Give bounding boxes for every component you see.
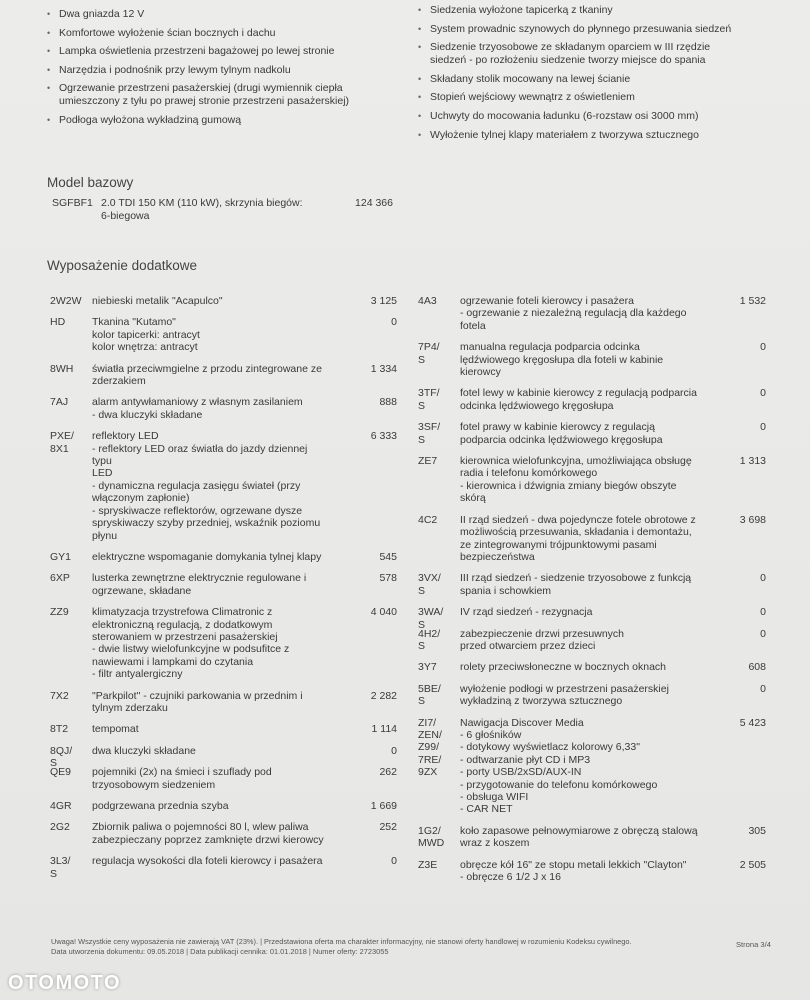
option-code: 2W2W <box>50 295 82 307</box>
option-description: Tkanina "Kutamo" kolor tapicerki: antracyt kolor wnętrza: antracyt <box>92 316 200 354</box>
bullet-item: • Lampka oświetlenia przestrzeni bagażowej po lewej stronie <box>47 45 387 58</box>
option-description: Nawigacja Discover Media - 6 głośników - dotykowy wyświetlacz kolorowy 6,33" - odtwarzanie płyt CD i MP3 - porty USB/2xSD/AUX-IN - przygotowanie do telefonu komórkowego - obsługa WIFI - CAR NET <box>460 716 658 816</box>
option-code: 8WH <box>50 362 74 375</box>
page-number: Strona 3/4 <box>735 940 771 949</box>
option-description: manualna regulacja podparcia odcinka lędźwiowego kręgosłupa dla foteli w kabinie kierowcy <box>460 341 664 379</box>
bullet-item: • Stopień wejściowy wewnątrz z oświetleniem <box>418 91 778 104</box>
option-row <box>418 683 766 708</box>
option-description: rolety przeciwsłoneczne w bocznych oknach <box>460 661 667 674</box>
option-row <box>418 341 766 378</box>
option-price: 0 <box>391 316 397 329</box>
option-code: 3WA/ S <box>418 606 444 631</box>
option-row <box>50 430 397 542</box>
option-code: 7X2 <box>50 689 69 702</box>
model-description: 2.0 TDI 150 KM (110 kW), skrzynia biegów: 6-biegowa <box>101 197 303 222</box>
option-row <box>50 723 397 735</box>
option-price: 4 040 <box>370 606 397 619</box>
option-code: 4C2 <box>418 513 438 526</box>
option-description: IV rząd siedzeń - rezygnacja <box>460 606 593 619</box>
option-row <box>418 572 766 597</box>
option-code: 6XP <box>50 572 70 585</box>
standard-equipment-list-left <box>47 8 387 133</box>
option-row <box>418 421 766 446</box>
option-price: 1 669 <box>370 800 397 812</box>
model-price: 124 366 <box>355 197 393 209</box>
option-code: 7P4/ S <box>418 341 440 366</box>
option-price: 1 114 <box>371 723 397 736</box>
option-row <box>50 855 397 880</box>
option-row <box>418 628 766 653</box>
option-row <box>50 744 397 770</box>
option-description: klimatyzacja trzystrefowa Climatronic z elektroniczną regulacją, z dodatkowym sterowaniem w przestrzeni pasażerskiej - dwie listwy wielofunkcyjne w podsufitce z nawiewami i lampkami do czytania - filtr antyalergiczny <box>92 606 290 681</box>
option-price: 578 <box>379 572 397 585</box>
option-code: 3TF/ S <box>418 387 440 412</box>
option-row <box>418 455 766 505</box>
footer <box>51 937 771 957</box>
bullet-item: • Siedzenie trzyosobowe ze składanym oparciem w III rzędzie siedzeń - po rozłożeniu siedzenie tworzy miejsce do spania <box>418 41 778 67</box>
option-row <box>50 551 397 563</box>
option-price: 2 282 <box>370 689 397 702</box>
option-description: lusterka zewnętrzne elektrycznie regulowane i ogrzewane, składane <box>92 572 307 597</box>
option-code: QE9 <box>50 766 72 779</box>
footer-disclaimer: Uwaga! Wszystkie ceny wyposażenia nie zawierają VAT (23%). | Przedstawiona oferta ma charakter informacyjny, nie stanowi oferty handlowej w rozumieniu Kodeksu cywilnego. <box>51 937 632 946</box>
option-price: 2 505 <box>739 858 766 871</box>
option-description: alarm antywłamaniowy z własnym zasilaniem - dwa kluczyki składane <box>92 396 303 421</box>
option-code: 4H2/ S <box>418 627 441 652</box>
option-code: 8T2 <box>50 723 69 736</box>
option-price: 608 <box>748 661 766 674</box>
option-code: 7AJ <box>50 396 69 409</box>
option-description: II rząd siedzeń - dwa pojedyncze fotele obrotowe z możliwością przesuwania, składania i demontażu, ze zintegrowanymi trójpunktowymi pasami bezpieczeństwa <box>460 513 696 563</box>
option-price: 0 <box>760 572 766 585</box>
bullet-item: • Dwa gniazda 12 V <box>47 8 387 21</box>
option-row <box>418 717 766 816</box>
option-code: 1G2/ MWD <box>418 824 445 850</box>
option-row <box>418 825 766 850</box>
option-row <box>418 661 766 673</box>
option-row <box>50 572 397 597</box>
extras-list-right <box>418 295 766 892</box>
bullet-item: • Uchwyty do mocowania ładunku (6-rozstaw osi 3000 mm) <box>418 110 778 123</box>
bullet-item: • Narzędzia i podnośnik przy lewym tylnym nadkolu <box>47 64 387 77</box>
option-code: 3Y7 <box>418 661 437 674</box>
option-price: 0 <box>760 387 766 400</box>
option-row <box>50 821 397 846</box>
option-price: 0 <box>760 627 766 640</box>
option-description: fotel prawy w kabinie kierowcy z regulacją podparcia odcinka lędźwiowego kręgosłupa <box>460 421 663 446</box>
option-description: III rząd siedzeń - siedzenie trzyosobowe z funkcją spania i schowkiem <box>460 572 692 597</box>
option-price: 252 <box>379 821 397 834</box>
option-description: regulacja wysokości dla foteli kierowcy i pasażera <box>92 855 323 868</box>
bullet-item: • Komfortowe wyłożenie ścian bocznych i dachu <box>47 27 387 40</box>
model-code: SGFBF1 <box>52 197 93 209</box>
option-code: 3L3/ S <box>50 855 71 880</box>
option-price: 262 <box>379 766 397 779</box>
option-code: Z3E <box>418 858 438 871</box>
bullet-item: • System prowadnic szynowych do płynnego przesuwania siedzeń <box>418 23 778 36</box>
option-price: 305 <box>748 824 766 837</box>
option-price: 6 333 <box>370 430 397 443</box>
option-price: 0 <box>760 421 766 434</box>
option-code: 4A3 <box>418 295 437 307</box>
option-row <box>50 396 397 421</box>
option-row <box>418 606 766 631</box>
footer-document-info: Data utworzenia dokumentu: 09.05.2018 | Data publikacji cennika: 01.01.2018 | Numer oferty: 2723055 <box>51 947 389 956</box>
option-description: koło zapasowe pełnowymiarowe z obręczą stalową wraz z koszem <box>460 824 698 850</box>
option-description: elektryczne wspomaganie domykania tylnej klapy <box>92 550 322 563</box>
option-row <box>50 606 397 680</box>
option-price: 5 423 <box>739 716 766 729</box>
option-row <box>418 295 766 332</box>
option-code: 2G2 <box>50 821 70 834</box>
option-price: 3 698 <box>739 513 766 526</box>
option-description: reflektory LED - reflektory LED oraz światła do jazdy dziennej typu LED - dynamiczna regulacja zasięgu świateł (przy włączonym zapłonie) - spryskiwacze reflektorów, ogrzewane dysze spryskiwaczy szyby przedniej, wskaźnik poziomu płynu <box>92 430 321 542</box>
option-row <box>50 766 397 791</box>
option-row <box>418 514 766 564</box>
option-price: 0 <box>760 341 766 354</box>
option-row <box>50 316 397 353</box>
option-description: Zbiornik paliwa o pojemności 80 l, wlew paliwa zabezpieczany poprzez zamknięte drzwi kierowcy <box>92 821 324 846</box>
option-description: zabezpieczenie drzwi przesuwnych przed otwarciem przez dzieci <box>460 627 624 652</box>
option-description: pojemniki (2x) na śmieci i szuflady pod trzyosobowym siedzeniem <box>92 766 272 791</box>
extras-section-title: Wyposażenie dodatkowe <box>47 258 197 273</box>
option-price: 888 <box>379 396 397 409</box>
bullet-item: • Wyłożenie tylnej klapy materiałem z tworzywa sztucznego <box>418 129 778 142</box>
option-code: GY1 <box>50 550 72 563</box>
option-code: PXE/ 8X1 <box>50 430 74 455</box>
option-code: ZE7 <box>418 455 438 468</box>
option-description: ogrzewanie foteli kierowcy i pasażera - ogrzewanie z niezależną regulacją dla każdego fotela <box>460 295 687 332</box>
bullet-item: • Składany stolik mocowany na lewej ścianie <box>418 73 778 86</box>
option-row <box>418 859 766 884</box>
option-description: kierownica wielofunkcyjna, umożliwiająca obsługę radia i telefonu komórkowego - kierownica i dźwignia zmiany biegów obszyte skórą <box>460 455 692 505</box>
option-description: dwa kluczyki składane <box>92 744 196 757</box>
option-description: wyłożenie podłogi w przestrzeni pasażerskiej wykładziną z tworzywa sztucznego <box>460 682 669 708</box>
bullet-item: • Siedzenia wyłożone tapicerką z tkaniny <box>418 4 778 17</box>
option-price: 1 313 <box>739 455 766 468</box>
option-price: 1 334 <box>370 362 397 375</box>
option-description: "Parkpilot" - czujniki parkowania w przednim i tylnym zderzaku <box>92 689 303 714</box>
otomoto-watermark-logo: OTOMOTO <box>8 972 122 994</box>
option-code: 3SF/ S <box>418 421 441 446</box>
standard-equipment-list-right <box>418 4 778 147</box>
option-row <box>50 363 397 388</box>
option-code: HD <box>50 316 66 329</box>
option-description: podgrzewana przednia szyba <box>92 800 229 812</box>
option-description: światła przeciwmgielne z przodu zintegrowane ze zderzakiem <box>92 362 322 388</box>
option-row <box>50 800 397 812</box>
option-price: 545 <box>379 550 397 563</box>
option-code: 8QJ/ S <box>50 744 73 770</box>
option-price: 0 <box>391 744 397 757</box>
option-code: ZZ9 <box>50 606 69 619</box>
option-code: 5BE/ S <box>418 682 441 708</box>
extras-list-left <box>50 295 397 880</box>
option-row <box>418 387 766 412</box>
option-code: ZI7/ ZEN/ Z99/ 7RE/ 9ZX <box>418 716 442 779</box>
option-price: 1 532 <box>739 295 766 307</box>
option-description: tempomat <box>92 723 139 736</box>
option-price: 3 125 <box>370 295 397 307</box>
bullet-item: • Podłoga wyłożona wykładziną gumową <box>47 114 387 127</box>
option-description: fotel lewy w kabinie kierowcy z regulacją podparcia odcinka lędźwiowego kręgosłupa <box>460 387 697 412</box>
option-price: 0 <box>760 606 766 619</box>
model-section-title: Model bazowy <box>47 175 134 190</box>
option-row <box>50 690 397 715</box>
option-price: 0 <box>760 682 766 695</box>
option-price: 0 <box>391 855 397 868</box>
option-code: 3VX/ S <box>418 572 441 597</box>
option-row <box>50 295 397 307</box>
option-code: 4GR <box>50 800 72 812</box>
bullet-item: • Ogrzewanie przestrzeni pasażerskiej (drugi wymiennik ciepła umieszczony z tyłu po prawej stronie przestrzeni pasażerskiej) <box>47 82 387 108</box>
option-description: niebieski metalik "Acapulco" <box>92 295 223 307</box>
option-description: obręcze kół 16" ze stopu metali lekkich "Clayton" - obręcze 6 1/2 J x 16 <box>460 858 687 884</box>
